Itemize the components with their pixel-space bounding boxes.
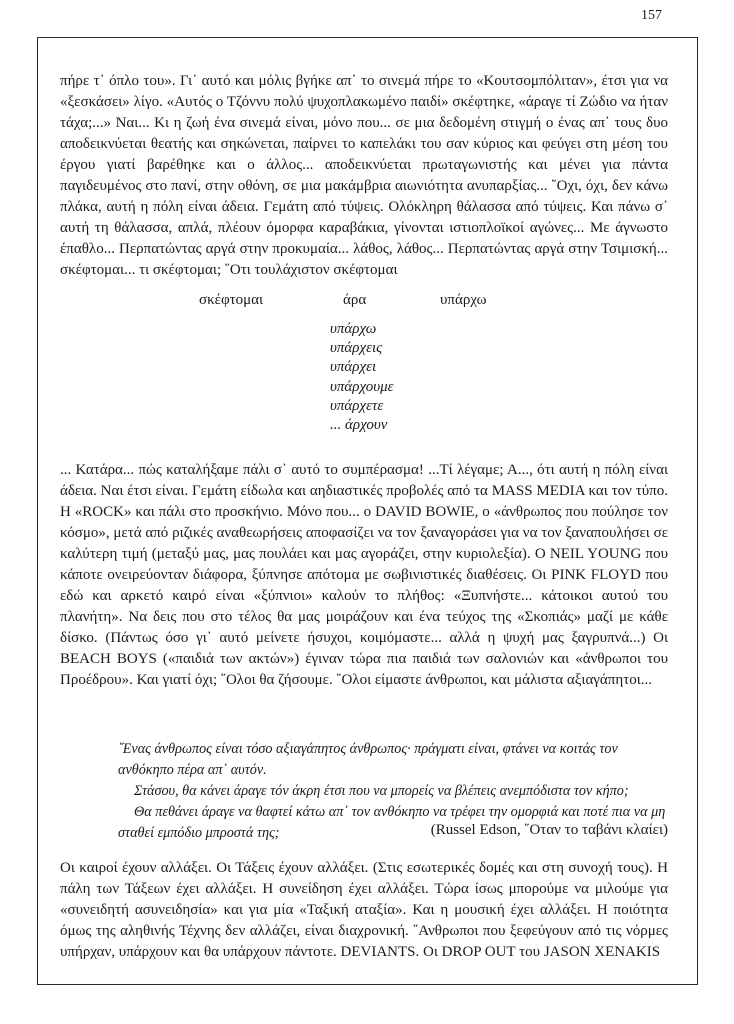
quote-line: ῞Ενας άνθρωπος είναι τόσο αξιαγάπητος άνθρωπος· πράγματι είναι, φτάνει να κοιτάς τον ανθόκηπο πέρα απ᾿ αυτόν. bbox=[118, 741, 618, 778]
conjugation-item: υπάρχετε bbox=[330, 397, 384, 414]
paragraph-3-text: Οι καιροί έχουν αλλάξει. Οι Τάξεις έχουν αλλάξει. (Στις εσωτερικές δομές και στη συνοχή τους). Η πάλη των Τάξεων έχει αλλάξει. Η συνείδηση έχει αλλάξει. Τώρα ίσως μπορούμε να μιλούμε για «συνειδητή ασυνειδησία» και για μία «Ταξική αταξία». Και η μουσική έχει αλλάξει. Η ποιότητα όμως της αληθινής Τέχνης δεν αλλάζει, είναι διαχρονική. ῞Ανθρωποι που ξεφεύγουν από τις νόρμες υπήρχαν, υπάρχουν και θα υπάρχουν πάντοτε. DEVIANTS. Οι DROP OUT του JASON XENAKIS bbox=[60, 860, 668, 960]
triad-word-2: άρα bbox=[343, 292, 367, 308]
page-number: 157 bbox=[641, 8, 662, 23]
triad-word-3: υπάρχω bbox=[440, 292, 487, 308]
quote-line: Θα πεθάνει άραγε να θαφτεί κάτω απ᾿ τον ανθόκηπο να τρέφει την ομορφιά και ποτέ πια να μη σταθεί εμπόδιο μπροστά της; bbox=[118, 804, 666, 841]
conjugation-item: υπάρχει bbox=[330, 359, 377, 376]
paragraph-3 bbox=[60, 858, 668, 963]
paragraph-1 bbox=[60, 71, 668, 281]
conjugation-item: υπάρχω bbox=[330, 321, 377, 337]
quote-line: Στάσου, θα κάνει άραγε τόν άκρη έτσι που να μπορείς να βλέπεις ανεμπόδιστα τον κήπο; bbox=[134, 783, 629, 799]
quote-attribution: (Russel Edson, ῞Οταν το ταβάνι κλαίει) bbox=[430, 822, 668, 838]
triad-word-1: σκέφτομαι bbox=[199, 292, 264, 308]
conjugation-list bbox=[330, 320, 394, 435]
conjugation-item: υπάρχουμε bbox=[330, 378, 394, 395]
paragraph-2-text: ... Κατάρα... πώς καταλήξαμε πάλι σ᾿ αυτό το συμπέρασμα! ...Τί λέγαμε; Α..., ότι αυτή η πόλη είναι άδεια. Ναι έτσι είναι. Γεμάτη είδωλα και αηδιαστικές προβολές από τα MASS MEDIA και τον τύπο. Η «ROCK» και πάλι στο προσκήνιο. Μόνο που... ο DAVID BOWIE, ο «άνθρωπος που πούλησε τον κόσμο», μετά από ριζικές αναθεωρήσεις αποφασίζει να τον ξαναγοράσει για να τον ξαναπουλήσει σε καλύτερη τιμή (μεταξύ μας, μας πουλάει και μας αγοράζει, στην κυριολεξία). Ο NEIL YOUNG που κάποτε ονειρεύονταν διάφορα, ξύπνησε απότομα με σωβινιστικές διαθέσεις. Οι PINK FLOYD που εδώ και αρκετό καιρό είναι «ξύπνιοι» καλούν το πλήθος: «Ξυπνήστε... κάτοικοι αυτού του πλανήτη». Να δεις που στο τέλος θα μας μοιράζουν και ένα τεύχος της «Σκοπιάς» μαζί με κάθε δίσκο. (Πάντως όσο γι᾿ αυτό μείνετε ήσυχοι, κοιμόμαστε... αλλά η ψυχή μας ξαγρυπνά...) Οι BEACH BOYS («παιδιά των ακτών») έγιναν τώρα πια παιδιά των σαλονιών και «άνθρωποι του Προέδρου». Και γιατί όχι; ῞Ολοι θα ζήσουμε. ῞Ολοι είμαστε άνθρωποι, και μάλιστα αξιαγάπητοι... bbox=[60, 462, 668, 688]
paragraph-2 bbox=[60, 460, 668, 691]
conjugation-item: ... άρχουν bbox=[330, 417, 388, 434]
conjugation-item: υπάρχεις bbox=[330, 340, 383, 357]
paragraph-1-text: πήρε τ᾿ όπλο του». Γι᾿ αυτό και μόλις βγήκε απ᾿ το σινεμά πήρε το «Κουτσομπόλιταν», έτσι για να «ξεσκάσει» λίγο. «Αυτός ο Τζόννυ πολύ ψυχοπλακωμένο παιδί» σκέφτηκε, «άραγε τί Ζώδιο να ήταν τάχα;...» Ναι... Κι η ζωή ένα σινεμά είναι, μόνο που... σε μια δεδομένη στιγμή ο ένας απ᾿ τους δυο αποδεικνύεται θεατής και σηκώνεται, παίρνει το καπελάκι του σαν κύριος και φεύγει στη μέση του έργου γιατί βαρέθηκε και ο άλλος... αποδεικνύεται πρωταγωνιστής και μένει για πάντα παγιδευμένος στο πανί, στην οθόνη, σε μια μακάμβρια αιωνιότητα ανυπαρξίας... ῞Οχι, όχι, δεν κάνω πλάκα, αυτή η πόλη είναι άδεια. Γεμάτη από τύψεις. Ολόκληρη θάλασσα από τύψεις. Και πάνω σ᾿ αυτή τη θάλασσα, απλά, πλέουν όμορφα καραβάκια, γίνονται ιστιοπλοϊκοί αγώνες... Με άγνωστο έπαθλο... Περπατώντας αργά στην προκυμαία... λάθος, λάθος... Περπατώντας αργά στην Τσιμισκή... σκέφτομαι... τι σκέφτομαι; ῞Οτι τουλάχιστον σκέφτομαι bbox=[60, 73, 668, 278]
